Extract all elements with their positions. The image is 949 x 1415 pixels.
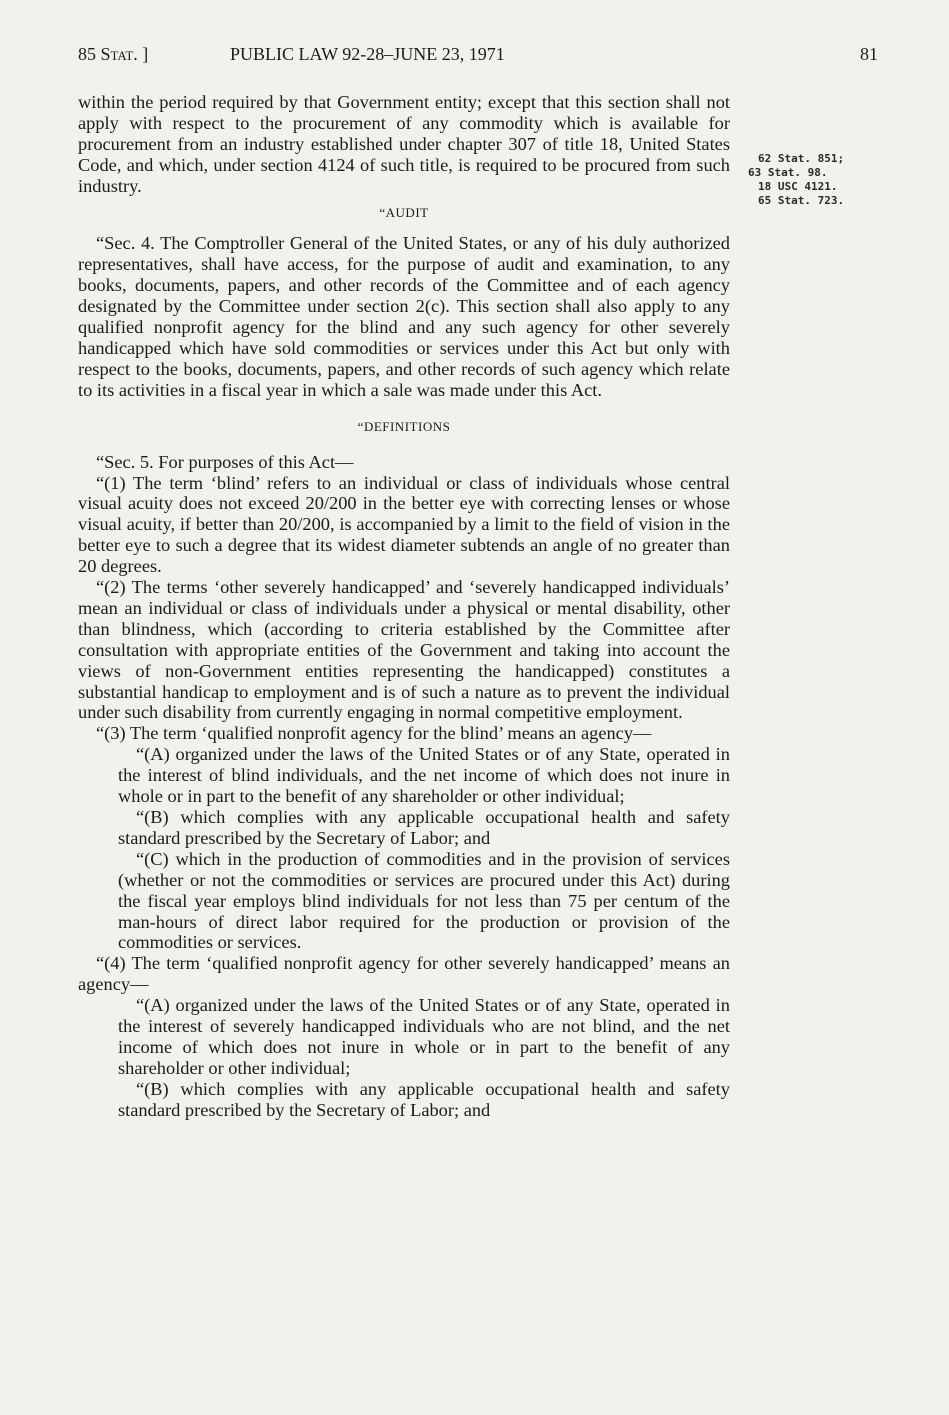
section-5-intro: “Sec. 5. For purposes of this Act—: [96, 451, 354, 472]
definition-3: “(3) The term ‘qualified nonprofit agency for the blind’ means an agency—: [96, 723, 652, 744]
definition-3-c: “(C) which in the production of commodities and in the provision of services (whether or not the commodities or services are procured under this Act) during the fiscal year employs blind individuals for not less than 75 per centum of the man-hours of direct labor required for the production or provision of the commodities or services.: [118, 848, 730, 953]
section-heading-definitions: “DEFINITIONS: [357, 418, 451, 434]
section-heading-audit: “AUDIT: [379, 204, 429, 220]
margin-citation: 18 USC 4121.: [758, 180, 838, 193]
definition-3-a: “(A) organized under the laws of the United States or of any State, operated in the interest of blind individuals, and the net income of which does not inure in whole or in part to the benefit of any shareholder or other individual;: [118, 744, 730, 807]
section-4-paragraph: “Sec. 4. The Comptroller General of the United States, or any of his duly authorized representatives, shall have access, for the purpose of audit and examination, to any books, documents, papers, and other records of the Committee and of each agency designated by the Committee under section 2(c). This section shall also apply to any qualified nonprofit agency for the blind and any such agency for other severely handicapped which have sold commodities or services under this Act but only with respect to the books, documents, papers, and other records of such agency which relate to its activities in a fiscal year in which a sale was made under this Act.: [78, 233, 730, 400]
definition-1: “(1) The term ‘blind’ refers to an individual or class of individuals whose central visual acuity does not exceed 20/200 in the better eye with correcting lenses or whose visual acuity, if better than 20/200, is accompanied by a limit to the field of vision in the better eye to such a degree that its widest diameter subtends an angle of no greater than 20 degrees.: [78, 472, 730, 577]
definition-4: “(4) The term ‘qualified nonprofit agency for other severely handicapped’ means an agency—: [78, 953, 730, 995]
law-text: [78, 92, 730, 1121]
margin-citations: [748, 152, 858, 208]
margin-citation: 65 Stat. 723.: [758, 194, 845, 207]
definition-2: “(2) The terms ‘other severely handicapped’ and ‘severely handicapped individuals’ mean an individual or class of individuals under a physical or mental disability, other than blindness, which (according to criteria established by the Committee after consultation with appropriate entities of the Government and taking into account the views of non-Government entities representing the handicapped) constitutes a substantial handicap to employment and is of such a nature as to prevent the individual under such disability from currently engaging in normal competitive employment.: [78, 577, 730, 723]
definition-3-b: “(B) which complies with any applicable occupational health and safety standard prescribed by the Secretary of Labor; and: [118, 807, 730, 848]
margin-citation: 62 Stat. 851;: [758, 152, 845, 165]
margin-citation: 63 Stat. 98.: [748, 166, 828, 179]
statute-volume: 85 Stat. ]: [78, 44, 149, 64]
page-number: 81: [860, 44, 878, 64]
paragraph: within the period required by that Government entity; except that this section shall not apply with respect to the procurement of any commodity which is available for procurement from an industry established under chapter 307 of title 18, United States Code, and which, under section 4124 of such title, is required to be procured from such industry.: [78, 92, 730, 196]
law-title: PUBLIC LAW 92-28–JUNE 23, 1971: [230, 44, 505, 64]
definition-4-b: “(B) which complies with any applicable occupational health and safety standard prescribed by the Secretary of Labor; and: [118, 1078, 730, 1120]
definition-4-a: “(A) organized under the laws of the United States or of any State, operated in the interest of severely handicapped individuals who are not blind, and the net income of which does not inure in whole or in part to the benefit of any shareholder or other individual;: [118, 995, 730, 1078]
running-header: [78, 44, 878, 72]
